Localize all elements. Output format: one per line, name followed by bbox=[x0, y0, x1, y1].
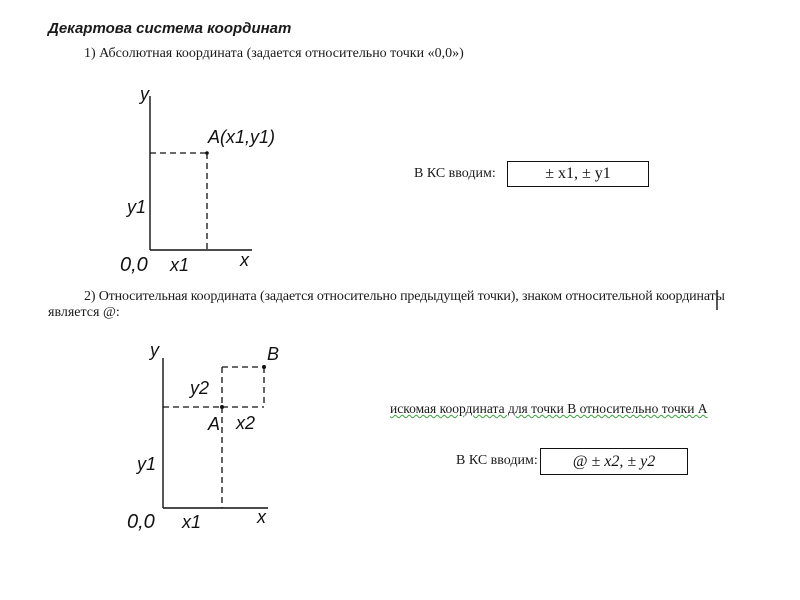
y2-label: y2 bbox=[190, 378, 210, 398]
section2-input-box bbox=[540, 448, 688, 475]
section2-note bbox=[390, 401, 708, 417]
section1-heading: 1) Абсолютная координата (задается относительно точки «0,0») bbox=[84, 46, 464, 61]
section2-heading-line1: 2) Относительная координата (задается относительно предыдущей точки), знаком относительной координаты bbox=[84, 289, 725, 304]
y-axis-label: y bbox=[140, 84, 149, 104]
y-axis-label-2: y bbox=[150, 340, 159, 360]
point-a-marker bbox=[205, 151, 209, 155]
y1-label: y1 bbox=[127, 197, 147, 217]
x1-label-2: x1 bbox=[182, 512, 202, 532]
point-b-label: B bbox=[267, 344, 280, 364]
origin-label: 0,0 bbox=[120, 254, 148, 276]
origin-label-2: 0,0 bbox=[127, 511, 155, 533]
x-axis-label: x bbox=[240, 250, 249, 270]
y1-label-2: y1 bbox=[137, 454, 157, 474]
point-a-label: A(x1,y1) bbox=[208, 127, 276, 147]
point-b-dot bbox=[262, 365, 266, 369]
section2-note-text: искомая координата для точки B относительно точки A bbox=[390, 401, 708, 416]
section2-input-value: @ ± x2, ± y2 bbox=[572, 452, 656, 470]
section1-input-value: ± x1, ± y1 bbox=[545, 165, 611, 182]
x2-label: x2 bbox=[236, 413, 256, 433]
point-a-label-2: A bbox=[208, 414, 221, 434]
x1-label: x1 bbox=[170, 255, 190, 275]
section1-input-box bbox=[507, 161, 649, 187]
x-axis-label-2: x bbox=[257, 507, 266, 527]
section1-input-label: В КС вводим: bbox=[414, 166, 496, 181]
section2-input-label: В КС вводим: bbox=[456, 453, 538, 468]
page-title: Декартова система координат bbox=[48, 20, 292, 37]
point-a-dot bbox=[220, 405, 224, 409]
section2-heading-line2: является @: bbox=[48, 305, 120, 320]
